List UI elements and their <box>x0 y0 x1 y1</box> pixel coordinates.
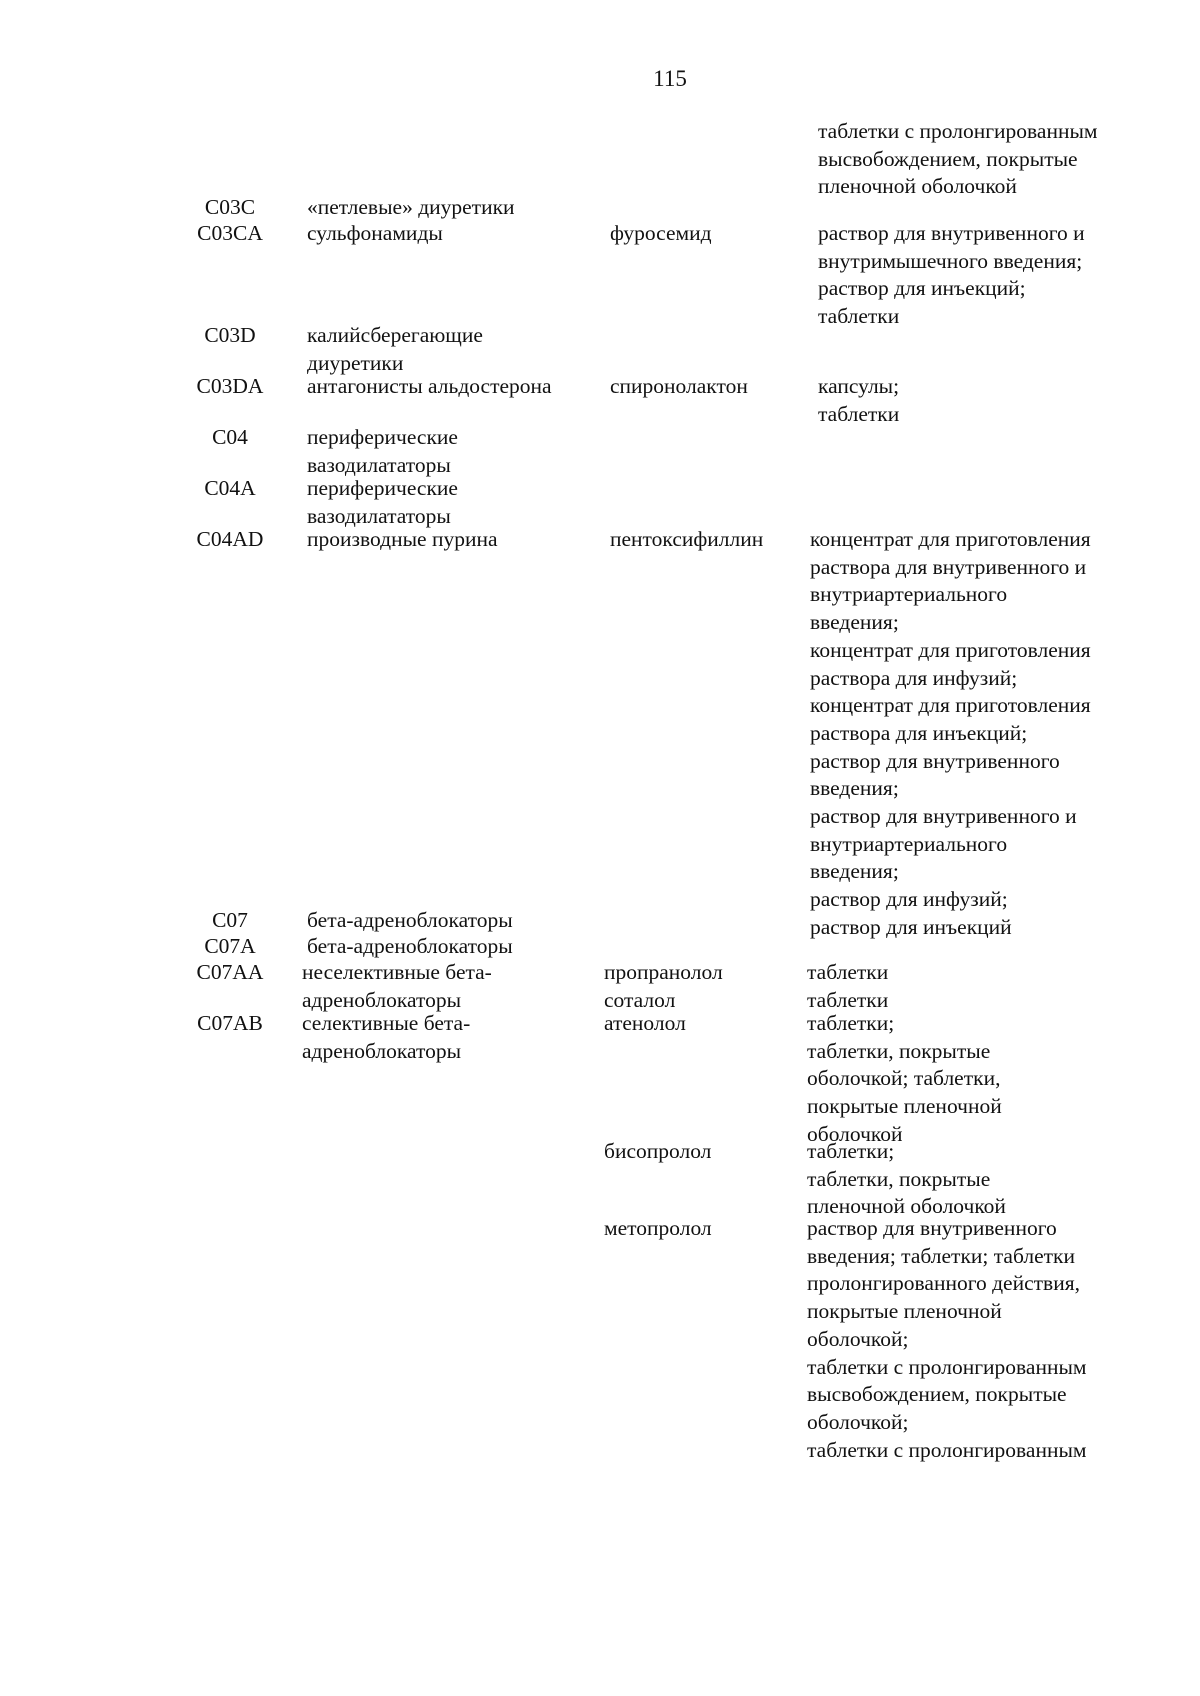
dosage-form-line: оболочкой; <box>807 1409 909 1434</box>
dosage-form-line: раствора для инъекций; <box>810 720 1028 745</box>
atc-group-name <box>307 475 597 530</box>
dosage-form <box>807 1215 1187 1464</box>
dosage-form-line: раствор для внутривенного и <box>818 221 1085 245</box>
atc-group-name-line: периферические <box>307 476 458 500</box>
dosage-form <box>818 118 1198 201</box>
drug-name-line: спиронолактон <box>610 374 748 398</box>
atc-group-name <box>307 933 597 961</box>
dosage-form-line: внутриартериального <box>810 582 1008 607</box>
dosage-form-line: оболочкой; таблетки, <box>807 1066 1001 1091</box>
dosage-form-line: таблетки <box>807 987 889 1012</box>
atc-group-name <box>307 220 597 248</box>
dosage-form-line: введения; <box>810 776 899 801</box>
atc-code: C03C <box>204 195 256 219</box>
drug-name <box>604 1138 804 1166</box>
atc-group-name-line: адреноблокаторы <box>302 987 462 1012</box>
dosage-form-line: введения; таблетки; таблетки <box>807 1243 1075 1268</box>
atc-group-name-line: селективные бета- <box>302 1011 471 1035</box>
dosage-form-line: введения; <box>810 610 899 635</box>
atc-code: C07A <box>204 934 256 958</box>
dosage-form-line: таблетки, покрытые <box>807 1166 991 1191</box>
dosage-form-line: раствор для инъекций; <box>818 276 1026 301</box>
dosage-form-line: раствор для инъекций <box>810 914 1012 939</box>
dosage-form-line: раствор для внутривенного <box>810 748 1060 773</box>
atc-group-name-line: производные пурина <box>307 527 498 551</box>
atc-group-name-line: бета-адреноблокаторы <box>307 934 513 958</box>
atc-group-name-line: адреноблокаторы <box>302 1038 462 1063</box>
dosage-form-line: капсулы; <box>818 374 900 398</box>
dosage-form-line: внутримышечного введения; <box>818 248 1083 273</box>
atc-code: C03DA <box>196 374 264 398</box>
dosage-form-line: раствор для внутривенного и <box>810 804 1077 829</box>
atc-code: C07AB <box>197 1011 263 1035</box>
atc-group-name-line: сульфонамиды <box>307 221 443 245</box>
dosage-form <box>818 220 1198 331</box>
atc-group-name <box>307 322 597 377</box>
dosage-form-line: раствор для инфузий; <box>810 887 1008 912</box>
atc-group-name-line: вазодилататоры <box>307 503 451 528</box>
dosage-form-line: таблетки, покрытые <box>807 1038 991 1063</box>
dosage-form-line: пленочной оболочкой <box>807 1194 1006 1219</box>
drug-name-line: атенолол <box>604 1011 686 1035</box>
drug-name-line: соталол <box>604 987 676 1012</box>
dosage-form-line: высвобождением, покрытые <box>818 146 1078 171</box>
atc-code: C03CA <box>197 221 263 245</box>
dosage-form-line: таблетки <box>807 960 889 984</box>
dosage-form-line: внутриартериального <box>810 831 1008 856</box>
atc-code: C04 <box>212 425 248 449</box>
atc-code: C03D <box>204 323 256 347</box>
atc-group-name-line: вазодилататоры <box>307 452 451 477</box>
atc-group-name <box>302 959 592 1014</box>
dosage-form <box>807 1138 1187 1221</box>
dosage-form-line: оболочкой <box>807 1121 903 1146</box>
dosage-form-line: концентрат для приготовления <box>810 637 1091 662</box>
atc-group-name-line: калийсберегающие <box>307 323 483 347</box>
drug-name <box>610 220 810 248</box>
atc-code: C07 <box>212 908 248 932</box>
drug-name <box>604 959 804 1014</box>
atc-group-name <box>307 424 597 479</box>
atc-group-name-line: диуретики <box>307 350 404 375</box>
dosage-form-line: пленочной оболочкой <box>818 174 1017 199</box>
atc-group-name-line: периферические <box>307 425 458 449</box>
dosage-form-line: покрытые пленочной <box>807 1299 1002 1324</box>
drug-name-line: метопролол <box>604 1216 712 1240</box>
atc-group-name <box>307 373 597 401</box>
dosage-form <box>818 373 1198 428</box>
dosage-form-line: таблетки; <box>807 1011 895 1035</box>
atc-group-name-line: «петлевые» диуретики <box>307 195 515 219</box>
dosage-form <box>807 959 1187 1014</box>
atc-group-name <box>302 1010 592 1065</box>
atc-group-name <box>307 907 597 935</box>
dosage-form-line: пролонгированного действия, <box>807 1271 1080 1296</box>
dosage-form-line: покрытые пленочной <box>807 1094 1002 1119</box>
atc-group-name-line: бета-адреноблокаторы <box>307 908 513 932</box>
dosage-form-line: концентрат для приготовления <box>810 693 1091 718</box>
drug-name <box>610 373 810 401</box>
dosage-form <box>810 526 1190 942</box>
drug-name-line: пентоксифиллин <box>610 527 764 551</box>
dosage-form-line: оболочкой; <box>807 1326 909 1351</box>
dosage-form-line: таблетки с пролонгированным <box>807 1354 1087 1379</box>
dosage-form-line: таблетки с пролонгированным <box>818 119 1098 143</box>
drug-name-line: фуросемид <box>610 221 712 245</box>
dosage-form-line: таблетки <box>818 304 900 329</box>
dosage-form-line: высвобождением, покрытые <box>807 1382 1067 1407</box>
atc-group-name <box>307 194 597 222</box>
drug-name <box>604 1215 804 1243</box>
dosage-form-line: введения; <box>810 859 899 884</box>
dosage-form-line: раствор для внутривенного <box>807 1216 1057 1240</box>
drug-name <box>604 1010 804 1038</box>
dosage-form-line: таблетки с пролонгированным <box>807 1437 1087 1462</box>
drug-name-line: бисопролол <box>604 1139 712 1163</box>
drug-name-line: пропранолол <box>604 960 723 984</box>
dosage-form-line: концентрат для приготовления <box>810 527 1091 551</box>
atc-code: C04AD <box>196 527 264 551</box>
dosage-form-line: раствора для инфузий; <box>810 665 1018 690</box>
page-number: 115 <box>653 66 687 91</box>
dosage-form-line: таблетки; <box>807 1139 895 1163</box>
atc-code: C07AA <box>196 960 264 984</box>
dosage-form-line: раствора для внутривенного и <box>810 554 1087 579</box>
drug-name <box>610 526 810 554</box>
atc-code: C04A <box>204 476 256 500</box>
atc-group-name <box>307 526 597 554</box>
dosage-form <box>807 1010 1187 1149</box>
dosage-form-line: таблетки <box>818 401 900 426</box>
atc-group-name-line: неселективные бета- <box>302 960 492 984</box>
atc-group-name-line: антагонисты альдостерона <box>307 374 552 398</box>
